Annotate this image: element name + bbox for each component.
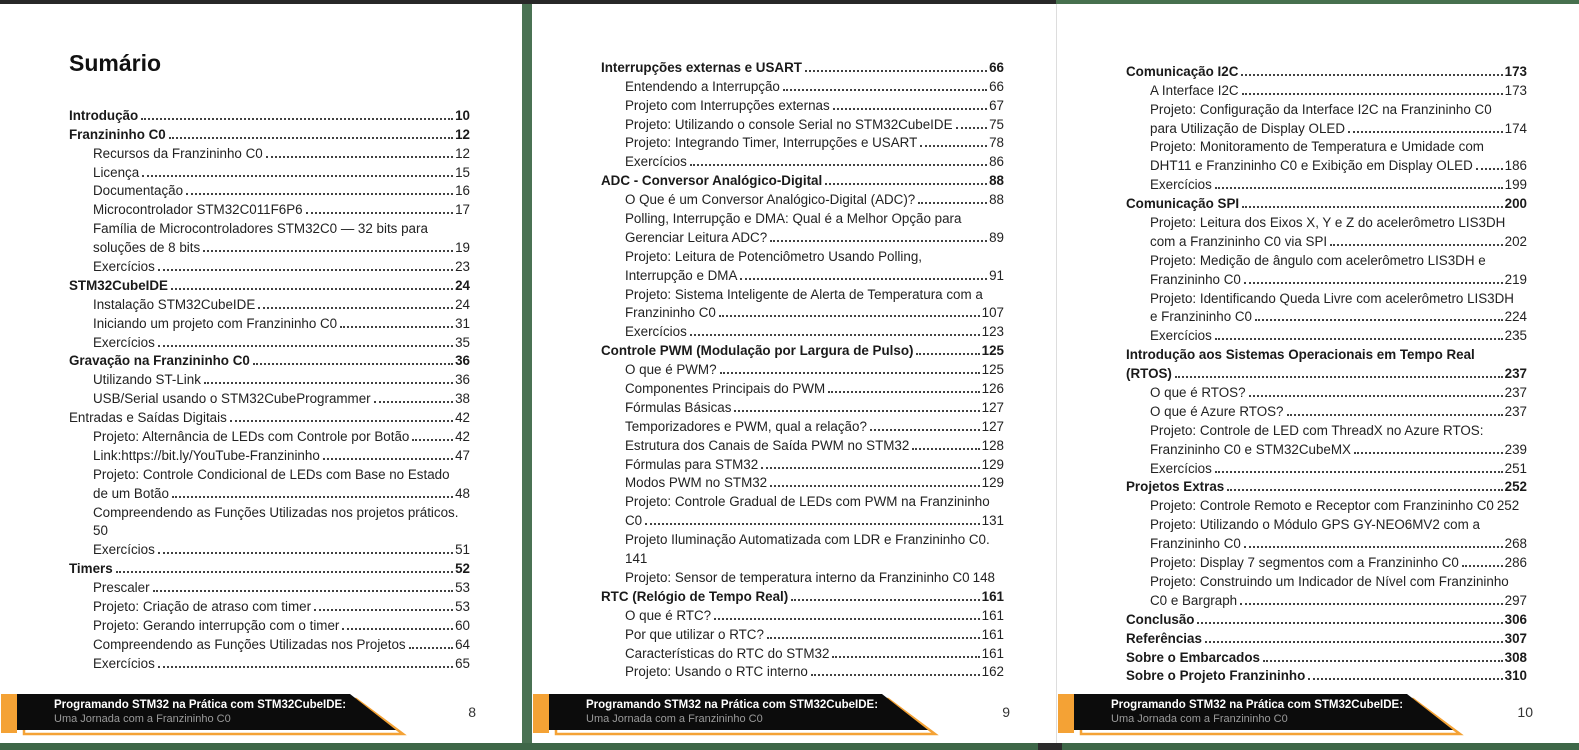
dot-leader: [1462, 565, 1503, 567]
toc-entry: Entendendo a Interrupção 66: [625, 78, 1004, 94]
toc-list: [1126, 60, 1527, 683]
toc-entry: Gravação na Franzininho C0 36: [69, 353, 470, 369]
page-8-body: [0, 4, 522, 671]
dot-leader: [1348, 131, 1503, 133]
toc-entry-page: 129: [981, 456, 1004, 472]
toc-entry-page: 199: [1504, 177, 1527, 193]
footer-banner-text: [586, 698, 878, 726]
toc-entry: Franzininho C0 107: [625, 305, 1004, 321]
toc-entry: Sobre o Embarcados 308: [1126, 649, 1527, 665]
toc-list: [69, 104, 470, 671]
dot-leader: [1175, 376, 1503, 378]
toc-entry: O que é PWM? 125: [625, 362, 1004, 378]
toc-entry: Introdução 10: [69, 107, 470, 123]
dot-leader: [340, 326, 453, 328]
footer-banner-text: [54, 698, 346, 726]
dot-leader: [1308, 678, 1502, 680]
footer-subtitle: Uma Jornada com a Franzininho C0: [54, 713, 231, 725]
dot-leader: [1244, 282, 1503, 284]
dot-leader: [916, 353, 979, 355]
dot-leader: [158, 269, 453, 271]
toc-entry-page: 88: [989, 192, 1004, 208]
toc-entry: Sobre o Projeto Franzininho 310: [1126, 668, 1527, 684]
toc-entry: USB/Serial usando o STM32CubeProgrammer 38: [93, 391, 470, 407]
toc-entry: O que é RTC? 161: [625, 607, 1004, 623]
dot-leader: [918, 202, 987, 204]
toc-entry: Projeto: Monitoramento de Temperatura e Umidade com: [1150, 139, 1484, 155]
page-gutter-green: [522, 4, 532, 743]
toc-entry-page: 237: [1504, 403, 1527, 419]
page-title: Sumário: [69, 50, 162, 76]
toc-entry-page: 91: [989, 267, 1004, 283]
toc-entry: Projeto: Integrando Timer, Interrupções e USART 78: [625, 135, 1004, 151]
toc-entry: Comunicação I2C 173: [1126, 63, 1527, 79]
footer-banner-text: [1111, 698, 1403, 726]
toc-entry-page: 307: [1504, 630, 1527, 646]
dot-leader: [412, 439, 453, 441]
dot-leader: [258, 307, 453, 309]
footer-title: Programando STM32 na Prática com STM32CubeIDE:: [586, 699, 879, 711]
dot-leader: [825, 183, 987, 185]
page-number: 8: [468, 704, 476, 720]
toc-entry: Projeto Iluminação Automatizada com LDR e Franzininho C0.: [625, 532, 990, 548]
dot-leader: [306, 212, 453, 214]
page-footer: [1057, 691, 1579, 737]
dot-leader: [832, 656, 979, 658]
toc-entry-page: 252: [1496, 498, 1520, 514]
toc-entry-page: 297: [1504, 592, 1527, 608]
page-9-body: [532, 4, 1056, 679]
toc-entry: ADC - Conversor Analógico-Digital 88: [601, 173, 1004, 189]
dot-leader: [783, 89, 987, 91]
toc-entry: Projeto: Controle Remoto e Receptor com Franzininho C0 252: [1150, 498, 1520, 514]
dot-leader: [253, 363, 453, 365]
toc-entry: Projeto: Sistema Inteligente de Alerta de Temperatura com a: [625, 286, 983, 302]
toc-entry-page: 148: [972, 569, 995, 585]
toc-entry: Projeto: Controle Gradual de LEDs com PWM na Franzininho: [625, 494, 990, 510]
toc-entry: soluções de 8 bits 19: [93, 240, 470, 256]
toc-entry-page: 125: [981, 343, 1004, 359]
footer-subtitle: Uma Jornada com a Franzininho C0: [586, 713, 763, 725]
toc-entry-page: 202: [1504, 233, 1527, 249]
toc-entry: Licença 15: [93, 164, 470, 180]
toc-entry: 141: [625, 551, 648, 567]
dot-leader: [141, 118, 453, 120]
toc-entry-page: 286: [1504, 555, 1527, 571]
footer-title: Programando STM32 na Prática com STM32CubeIDE:: [1111, 699, 1404, 711]
toc-entry-page: 173: [1504, 82, 1527, 98]
toc-entry-page: 235: [1504, 328, 1527, 344]
toc-entry: STM32CubeIDE 24: [69, 277, 470, 293]
toc-entry-page: 35: [455, 334, 470, 350]
dot-leader: [828, 391, 979, 393]
toc-entry: Controle PWM (Modulação por Largura de Pulso) 125: [601, 343, 1004, 359]
toc-entry: Projetos Extras 252: [1126, 479, 1527, 495]
toc-entry: Compreendendo as Funções Utilizadas nos projetos práticos.: [93, 504, 459, 520]
dot-leader: [870, 429, 980, 431]
toc-entry-page: 174: [1504, 120, 1527, 136]
toc-entry-page: 237: [1504, 385, 1527, 401]
toc-entry: de um Botão 48: [93, 485, 470, 501]
dot-leader: [690, 164, 987, 166]
toc-entry: Franzininho C0 219: [1150, 271, 1527, 287]
dot-leader: [1242, 93, 1503, 95]
toc-entry-page: 31: [455, 315, 470, 331]
dot-leader: [409, 647, 453, 649]
toc-entry: Modos PWM no STM32 129: [625, 475, 1004, 491]
toc-entry: Instalação STM32CubeIDE 24: [93, 296, 470, 312]
dot-leader: [956, 127, 988, 129]
toc-entry: Microcontrolador STM32C011F6P6 17: [93, 202, 470, 218]
toc-entry-page: 239: [1504, 441, 1527, 457]
toc-entry: Exercícios 65: [93, 655, 470, 671]
toc-entry-page: 308: [1504, 649, 1527, 665]
dot-leader: [791, 599, 979, 601]
toc-entry-page: 162: [981, 664, 1004, 680]
toc-entry-page: 60: [455, 617, 470, 633]
bottom-strip: [0, 743, 1579, 750]
toc-entry-page: 48: [455, 485, 470, 501]
page-footer: [0, 691, 522, 737]
toc-entry: Documentação 16: [93, 183, 470, 199]
toc-entry: Projeto: Construindo um Indicador de Nível com Franzininho: [1150, 573, 1509, 589]
toc-entry: O que é Azure RTOS? 237: [1150, 403, 1527, 419]
toc-entry-page: 51: [455, 542, 470, 558]
toc-entry-page: 128: [981, 437, 1004, 453]
page-10-body: [1057, 4, 1579, 683]
toc-entry: Exercícios 199: [1150, 177, 1527, 193]
toc-entry: Prescaler 53: [93, 580, 470, 596]
toc-entry: Por que utilizar o RTC? 161: [625, 626, 1004, 642]
toc-entry: Projeto: Controle de LED com ThreadX no Azure RTOS:: [1150, 422, 1484, 438]
dot-leader: [1242, 206, 1503, 208]
toc-entry-page: 224: [1504, 309, 1527, 325]
toc-entry-page: 251: [1504, 460, 1527, 476]
toc-entry-page: 237: [1504, 366, 1527, 382]
toc-entry: Timers 52: [69, 561, 470, 577]
toc-entry-page: 17: [455, 202, 470, 218]
dot-leader: [720, 372, 980, 374]
toc-entry: Conclusão 306: [1126, 611, 1527, 627]
toc-entry: Projeto: Medição de ângulo com acelerômetro LIS3DH e: [1150, 252, 1486, 268]
toc-entry-page: 12: [455, 126, 470, 142]
dot-leader: [374, 401, 453, 403]
dot-leader: [158, 552, 453, 554]
dot-leader: [203, 250, 453, 252]
toc-entry: Exercícios 123: [625, 324, 1004, 340]
toc-entry: O que é RTOS? 237: [1150, 385, 1527, 401]
dot-leader: [690, 334, 980, 336]
toc-entry-page: 53: [455, 599, 470, 615]
toc-entry-page: 268: [1504, 536, 1527, 552]
toc-entry-page: 64: [455, 636, 470, 652]
dot-leader: [171, 288, 453, 290]
dot-leader: [204, 382, 453, 384]
toc-entry: Projeto: Criação de atraso com timer 53: [93, 599, 470, 615]
footer-accent-block: [1058, 694, 1074, 733]
toc-entry-page: 52: [455, 561, 470, 577]
toc-entry: Franzininho C0 268: [1150, 536, 1527, 552]
footer-title: Programando STM32 na Prática com STM32CubeIDE:: [54, 699, 347, 711]
dot-leader: [153, 590, 454, 592]
toc-entry: Estrutura dos Canais de Saída PWM no STM32 128: [625, 437, 1004, 453]
toc-entry-page: 53: [455, 580, 470, 596]
toc-entry-page: 42: [455, 429, 470, 445]
toc-entry-page: 161: [981, 626, 1004, 642]
dot-leader: [142, 175, 453, 177]
toc-entry: Componentes Principais do PWM 126: [625, 381, 1004, 397]
toc-entry: Projeto: Alternância de LEDs com Controle por Botão 42: [93, 429, 470, 445]
toc-entry: O Que é um Conversor Analógico-Digital (ADC)? 88: [625, 192, 1004, 208]
toc-entry-page: 36: [455, 353, 470, 369]
dot-leader: [1215, 187, 1503, 189]
toc-entry: Interrupção e DMA 91: [625, 267, 1004, 283]
page-footer: [532, 691, 1056, 737]
toc-entry-page: 123: [981, 324, 1004, 340]
toc-entry-page: 15: [455, 164, 470, 180]
toc-entry-page: 16: [455, 183, 470, 199]
toc-entry: Projeto: Identificando Queda Livre com acelerômetro LIS3DH: [1150, 290, 1514, 306]
toc-entry: Gerenciar Leitura ADC? 89: [625, 229, 1004, 245]
page-number: 10: [1517, 704, 1533, 720]
toc-entry-page: 88: [989, 173, 1004, 189]
toc-entry: 50: [93, 523, 108, 539]
dot-leader: [158, 345, 453, 347]
toc-entry: Exercícios 23: [93, 259, 470, 275]
toc-entry-page: 19: [455, 240, 470, 256]
toc-entry: Exercícios 51: [93, 542, 470, 558]
toc-entry-page: 38: [455, 391, 470, 407]
dot-leader: [1215, 471, 1503, 473]
dot-leader: [714, 618, 980, 620]
toc-entry: Projeto: Sensor de temperatura interno da Franzininho C0 148: [625, 569, 995, 585]
dot-leader: [811, 674, 980, 676]
footer-subtitle: Uma Jornada com a Franzininho C0: [1111, 713, 1288, 725]
dot-leader: [767, 637, 980, 639]
toc-entry-page: 75: [989, 116, 1004, 132]
toc-entry: Exercícios 35: [93, 334, 470, 350]
dot-leader: [912, 448, 979, 450]
toc-entry-page: 129: [981, 475, 1004, 491]
dot-leader: [266, 156, 453, 158]
toc-entry: Projeto: Utilizando o console Serial no STM32CubeIDE 75: [625, 116, 1004, 132]
toc-entry: Projeto: Leitura de Potenciômetro Usando Polling,: [625, 248, 923, 264]
dot-leader: [158, 666, 453, 668]
dot-leader: [1287, 414, 1503, 416]
toc-entry: Fórmulas Básicas 127: [625, 399, 1004, 415]
dot-leader: [1263, 660, 1503, 662]
dot-leader: [761, 467, 979, 469]
dot-leader: [805, 70, 987, 72]
toc-entry-page: 66: [989, 59, 1004, 75]
toc-entry-page: 23: [455, 259, 470, 275]
toc-entry: Compreendendo as Funções Utilizadas nos Projetos 64: [93, 636, 470, 652]
toc-entry-page: 10: [455, 107, 470, 123]
toc-entry-page: 173: [1504, 63, 1527, 79]
footer-accent-block: [533, 694, 549, 733]
toc-entry: Projeto: Gerando interrupção com o timer 60: [93, 617, 470, 633]
toc-entry: Características do RTC do STM32 161: [625, 645, 1004, 661]
page-8: [0, 4, 522, 743]
dot-leader: [1476, 168, 1503, 170]
toc-entry: e Franzininho C0 224: [1150, 309, 1527, 325]
toc-entry-page: 42: [455, 410, 470, 426]
toc-entry: Projeto: Display 7 segmentos com a Franzininho C0 286: [1150, 555, 1527, 571]
toc-entry-page: 126: [981, 381, 1004, 397]
toc-entry-page: 161: [981, 588, 1004, 604]
toc-entry-page: 86: [989, 154, 1004, 170]
toc-entry: (RTOS) 237: [1126, 366, 1527, 382]
toc-entry-page: 127: [981, 418, 1004, 434]
dot-leader: [719, 315, 980, 317]
toc-entry: Projeto: Controle Condicional de LEDs com Base no Estado: [93, 466, 450, 482]
toc-entry: para Utilização de Display OLED 174: [1150, 120, 1527, 136]
toc-entry: Referências 307: [1126, 630, 1527, 646]
dot-leader: [314, 609, 453, 611]
dot-leader: [920, 145, 987, 147]
toc-entry-page: 66: [989, 78, 1004, 94]
toc-entry: RTC (Relógio de Tempo Real) 161: [601, 588, 1004, 604]
toc-entry: Utilizando ST-Link 36: [93, 372, 470, 388]
toc-entry: C0 e Bargraph 297: [1150, 592, 1527, 608]
dot-leader: [172, 496, 453, 498]
dot-leader: [116, 571, 453, 573]
toc-entry-page: 65: [455, 655, 470, 671]
toc-entry: DHT11 e Franzininho C0 e Exibição em Display OLED 186: [1150, 158, 1527, 174]
toc-entry-page: 219: [1504, 271, 1527, 287]
dot-leader: [770, 485, 980, 487]
toc-entry-page: 24: [455, 296, 470, 312]
toc-entry: Comunicação SPI 200: [1126, 196, 1527, 212]
dot-leader: [1330, 244, 1503, 246]
toc-entry: Entradas e Saídas Digitais 42: [69, 410, 470, 426]
toc-entry-page: 127: [981, 399, 1004, 415]
dot-leader: [1227, 489, 1502, 491]
toc-entry: Interrupções externas e USART 66: [601, 59, 1004, 75]
toc-entry-page: 24: [455, 277, 470, 293]
toc-entry: C0 131: [625, 513, 1004, 529]
dot-leader: [1354, 452, 1503, 454]
page-number: 9: [1002, 704, 1010, 720]
toc-entry: Introdução aos Sistemas Operacionais em Tempo Real: [1126, 347, 1475, 363]
dot-leader: [1255, 319, 1503, 321]
toc-entry-page: 131: [981, 513, 1004, 529]
dot-leader: [186, 193, 453, 195]
toc-entry-page: 252: [1504, 479, 1527, 495]
toc-entry-page: 12: [455, 145, 470, 161]
toc-entry-page: 306: [1504, 611, 1527, 627]
toc-entry: Franzininho C0 12: [69, 126, 470, 142]
toc-entry: Exercícios 235: [1150, 328, 1527, 344]
toc-entry: Fórmulas para STM32 129: [625, 456, 1004, 472]
toc-entry-page: 161: [981, 607, 1004, 623]
dot-leader: [1249, 395, 1503, 397]
toc-entry-page: 125: [981, 362, 1004, 378]
dot-leader: [645, 523, 980, 525]
toc-entry: Recursos da Franzininho C0 12: [93, 145, 470, 161]
page-9: [532, 4, 1056, 743]
toc-entry-page: 107: [981, 305, 1004, 321]
toc-entry-page: 89: [989, 229, 1004, 245]
toc-entry-page: 36: [455, 372, 470, 388]
dot-leader: [734, 410, 979, 412]
dot-leader: [770, 240, 987, 242]
toc-entry: Exercícios 86: [625, 154, 1004, 170]
dot-leader: [1215, 338, 1503, 340]
toc-entry: Temporizadores e PWM, qual a relação? 127: [625, 418, 1004, 434]
toc-entry-page: 78: [989, 135, 1004, 151]
dot-leader: [230, 420, 453, 422]
dot-leader: [169, 137, 453, 139]
page-10: [1057, 4, 1579, 743]
dot-leader: [1241, 74, 1502, 76]
dot-leader: [833, 108, 987, 110]
toc-entry: Projeto: Configuração da Interface I2C na Franzininho C0: [1150, 101, 1492, 117]
toc-entry: Projeto: Usando o RTC interno 162: [625, 664, 1004, 680]
dot-leader: [740, 278, 987, 280]
dot-leader: [342, 628, 453, 630]
toc-entry: Iniciando um projeto com Franzininho C0 31: [93, 315, 470, 331]
dot-leader: [323, 458, 453, 460]
toc-entry: Projeto com Interrupções externas 67: [625, 97, 1004, 113]
toc-entry: Polling, Interrupção e DMA: Qual é a Melhor Opção para: [625, 211, 962, 227]
bottom-strip-dark-segment: [1038, 743, 1062, 750]
toc-entry-page: 67: [989, 97, 1004, 113]
toc-entry-page: 186: [1504, 158, 1527, 174]
dot-leader: [1244, 546, 1503, 548]
dot-leader: [1205, 641, 1503, 643]
toc-entry-page: 200: [1504, 196, 1527, 212]
dot-leader: [1240, 603, 1503, 605]
toc-entry: Projeto: Leitura dos Eixos X, Y e Z do acelerômetro LIS3DH: [1150, 215, 1506, 231]
toc-entry: Exercícios 251: [1150, 460, 1527, 476]
toc-entry-page: 310: [1504, 668, 1527, 684]
toc-entry: Família de Microcontroladores STM32C0 — 32 bits para: [93, 221, 428, 237]
dot-leader: [1197, 622, 1502, 624]
toc-entry-page: 161: [981, 645, 1004, 661]
footer-accent-block: [1, 694, 17, 733]
toc-entry: Link:https://bit.ly/YouTube-Franzininho 47: [93, 447, 470, 463]
toc-list: [601, 56, 1004, 679]
toc-entry: Projeto: Utilizando o Módulo GPS GY-NEO6MV2 com a: [1150, 517, 1480, 533]
toc-entry: com a Franzininho C0 via SPI 202: [1150, 233, 1527, 249]
toc-entry: Franzininho C0 e STM32CubeMX 239: [1150, 441, 1527, 457]
toc-entry-page: 47: [455, 447, 470, 463]
toc-entry: A Interface I2C 173: [1150, 82, 1527, 98]
